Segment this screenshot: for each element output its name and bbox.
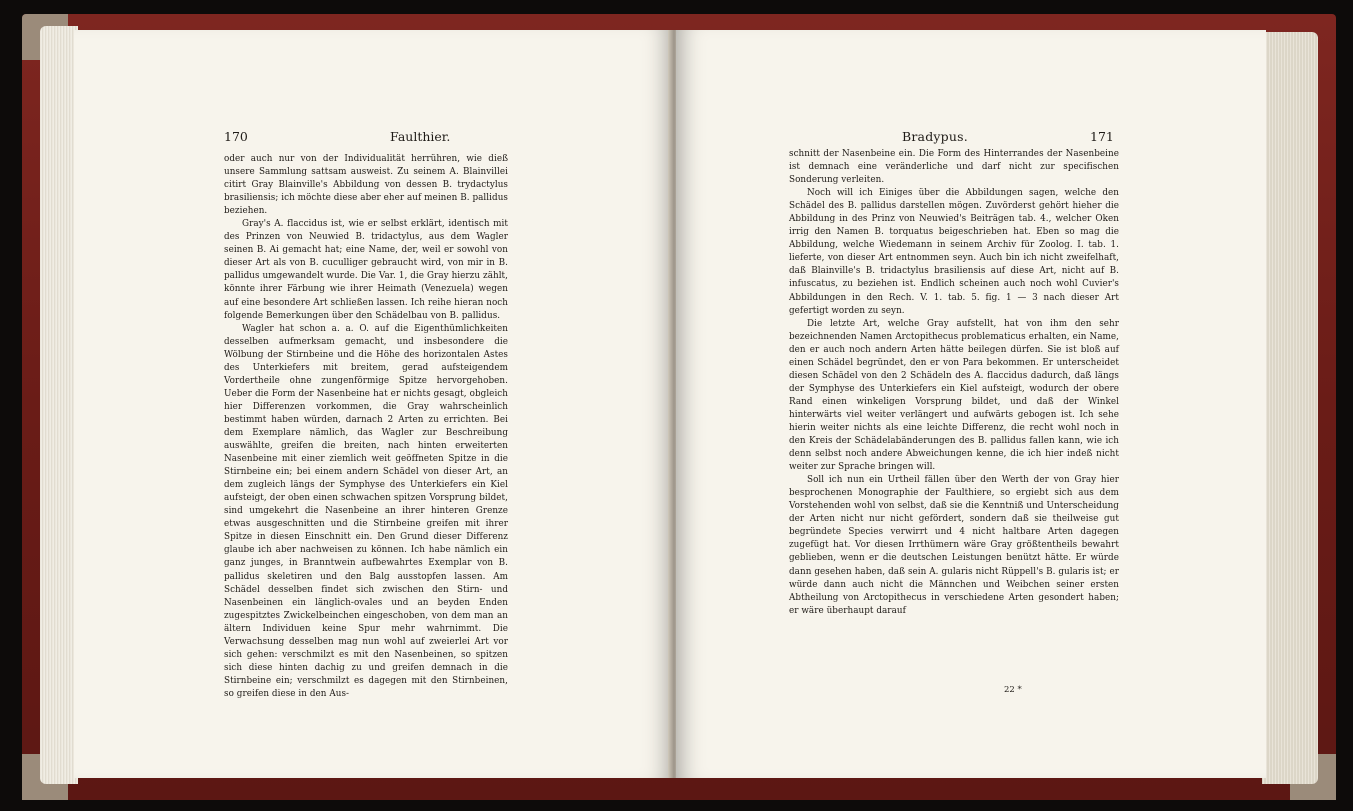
paragraph: Gray's A. flaccidus ist, wie er selbst erklärt, identisch mit des Prinzen von Neuwied B. tridactylus, aus dem Wagler seinen B. Ai gemacht hat; eine Name, der, weil er sowohl von dieser Art als von B. cuculliger gebraucht wird, von mir in B. pallidus umgewandelt wurde. Die Var. 1, die Gray hierzu zählt, könnte ihrer Färbung wie ihrer Heimath (Venezuela) wegen auf eine besondere Art schließen lassen. Ich reihe hieran noch folgende Bemerkungen über den Schädelbau von B. pallidus.: [224, 219, 508, 321]
paragraph: Wagler hat schon a. a. O. auf die Eigenthümlichkeiten desselben aufmerksam gemacht, und insbesondere die Wölbung der Stirnbeine und die Höhe des horizontalen Astes des Unterkiefers mit breitem, gerad aufsteigendem Vordertheile ohne zungenförmige Spitze hervorgehoben. Ueber die Form der Nasenbeine hat er nichts gesagt, obgleich hier Differenzen vorkommen, die Gray wahrscheinlich bestimmt haben würden, darnach 2 Arten zu errichten. Bei dem Exemplare nämlich, das Wagler zur Beschreibung auswählte, greifen die breiten, nach hinten erweiterten Nasenbeine mit einer ziemlich weit geöffneten Spitze in die Stirnbeine ein; bei einem andern Schädel von dieser Art, an dem zugleich längs der Symphyse des Unterkiefers ein Kiel aufsteigt, der oben einen schwachen spitzen Vorsprung bildet, sind umgekehrt die Nasenbeine an ihrer hinteren Grenze etwas ausgeschnitten und die Stirnbeine greifen mit ihrer Spitze in diesen Einschnitt ein. Den Grund dieser Differenz glaube ich aber nachweisen zu können. Ich habe nämlich ein ganz junges, in Branntwein aufbewahrtes Exemplar von B. pallidus skeletiren und den Balg ausstopfen lassen. Am Schädel desselben findet sich zwischen den Stirn- und Nasenbeinen ein länglich-ovales und an beyden Enden zugespitztes Zwickelbeinchen eingeschoben, von dem man an ältern Individuen keine Spur mehr wahrnimmt. Die Verwachsung desselben mag nun wohl auf zweierlei Art vor sich gehen: verschmilzt es mit den Nasenbeinen, so spitzen sich diese hinten dachig zu und greifen demnach in die Stirnbeine ein; verschmilzt es dagegen mit den Stirnbeinen, so greifen diese in den Aus-: [224, 323, 508, 699]
page-edges-right: [1262, 32, 1318, 784]
paragraph: Noch will ich Einiges über die Abbildungen sagen, welche den Schädel des B. pallidus darstellen mögen. Zuvörderst gehört hieher die Abbildung in des Prinz von Neuwied's Beiträgen tab. 4., welcher Oken irrig den Namen B. torquatus beigeschrieben hat. Eben so mag die Abbildung, welche Wiedemann in seinem Archiv für Zoolog. I. tab. 1. lieferte, von dieser Art entnommen seyn. Auch bin ich nicht zweifelhaft, daß Blainville's B. tridactylus brasiliensis auf diese Art, nicht auf B. infuscatus, zu beziehen ist. Endlich scheinen auch noch wohl Cuvier's Abbildungen in den Rech. V. 1. tab. 5. fig. 1 — 3 nach dieser Art gefertigt worden zu seyn.: [789, 188, 1119, 316]
running-title: Bradypus.: [902, 129, 968, 144]
paragraph: Soll ich nun ein Urtheil fällen über den Werth der von Gray hier besprochenen Monographie der Faulthiere, so ergiebt sich aus dem Vorstehenden wohl von selbst, daß sie die Kenntniß und Unterscheidung der Arten nicht nur nicht gefördert, sondern daß sie theilweise gut begründete Species verwirrt und 4 nicht haltbare Arten dagegen zugefügt hat. Vor diesen Irrthümern wäre Gray größtentheils bewahrt geblieben, wenn er die deutschen Leistungen benützt hätte. Er würde dann gesehen haben, daß sein A. gularis nicht Rüppell's B. gularis ist; er würde dann auch nicht die Männchen und Weibchen seiner ersten Abtheilung von Arctopithecus in verschiedene Arten gesondert haben; er wäre überhaupt darauf: [789, 475, 1119, 616]
left-page: [74, 30, 672, 778]
page-body: [789, 148, 1119, 618]
paragraph: Die letzte Art, welche Gray aufstellt, hat von ihm den sehr bezeichnenden Namen Arctopithecus problematicus erhalten, ein Name, den er auch noch andern Arten hätte beilegen dürfen. Sie ist bloß auf einen Schädel begründet, den er von Para bekommen. Er unterscheidet diesen Schädel von den 2 Schädeln des A. flaccidus dadurch, daß längs der Symphyse des Unterkiefers ein Kiel aufsteigt, wodurch der obere Rand einen winkeligen Vorsprung bildet, und daß der Winkel hinterwärts viel weiter verlängert und aufwärts gebogen ist. Ich sehe hierin weiter nichts als eine leichte Differenz, die recht wohl noch in den Kreis der Schädelabänderungen des B. pallidus fallen kann, wie ich denn selbst noch andere Abweichungen kenne, die ich hier indeß nicht weiter zur Sprache bringen will.: [789, 318, 1119, 473]
paragraph: schnitt der Nasenbeine ein. Die Form des Hinterrandes der Nasenbeine ist demnach eine veränderliche und darf nicht zur specifischen Sonderung verleiten.: [789, 149, 1119, 186]
page-body: [224, 153, 508, 701]
page-number: 171: [1090, 129, 1114, 144]
page-number: 170: [224, 129, 248, 144]
paragraph: oder auch nur von der Individualität herrühren, wie dieß unsere Sammlung sattsam ausweist. Zu seinem A. Blainvillei citirt Gray Blainville's Abbildung von dessen B. trydactylus brasiliensis; ich möchte diese aber eher auf meinen B. pallidus beziehen.: [224, 154, 508, 217]
signature-mark: 22 *: [1004, 685, 1022, 695]
running-title: Faulthier.: [390, 129, 451, 144]
right-page: [676, 30, 1266, 778]
page-edges-left: [40, 26, 78, 784]
